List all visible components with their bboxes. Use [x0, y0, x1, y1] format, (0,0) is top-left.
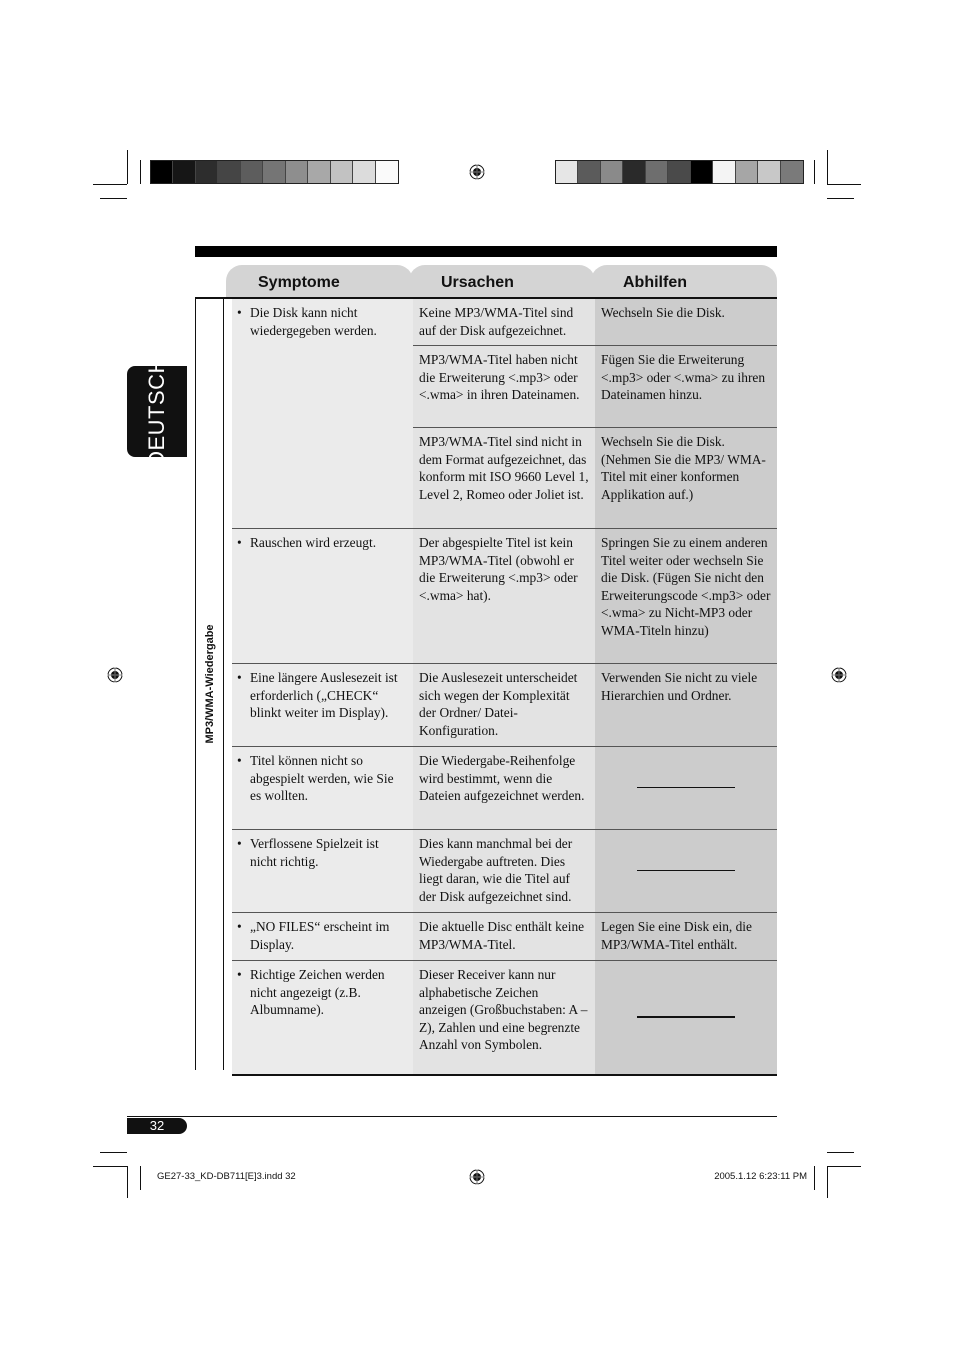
- section-label-box: [195, 298, 224, 1070]
- symptom-cell: [232, 913, 413, 960]
- cause-cell: MP3/WMA-Titel sind nicht in dem Format aufgezeichnet, das konform mit ISO 9660 Level 1, Level 2, Romeo oder Joliet ist.: [413, 428, 595, 528]
- symptom-text: Die Disk kann nicht wiedergegeben werden.: [250, 305, 377, 338]
- troubleshooting-table: [232, 299, 777, 1076]
- crop-mark: [93, 1166, 127, 1167]
- header-remedies: Abhilfen: [591, 265, 777, 298]
- symptom-text: Eine längere Auslesezeit ist erforderlich („CHECK“ blinkt weiter im Display).: [250, 670, 398, 721]
- color-bar-left: [150, 160, 399, 184]
- footer-rule: [127, 1116, 777, 1117]
- cause-remedy-pair: [413, 346, 777, 428]
- remedy-cell: Verwenden Sie nicht zu viele Hierarchien und Ordner.: [595, 664, 777, 746]
- cause-remedy-pair: [413, 664, 777, 746]
- cause-remedy-pair: [413, 747, 777, 829]
- remedy-cell: Wechseln Sie die Disk.: [595, 299, 777, 345]
- cause-cell: Der abgespielte Titel ist kein MP3/WMA-Titel (obwohl er die Erweiterung <.mp3> oder <.wma> hat).: [413, 529, 595, 663]
- cause-remedy-pair: [413, 428, 777, 528]
- symptom-cell: [232, 961, 413, 1074]
- header-symptoms: Symptome: [226, 265, 413, 298]
- table-row: [232, 913, 777, 961]
- footer-timestamp: 2005.1.12 6:23:11 PM: [714, 1171, 807, 1182]
- bullet: •: [237, 919, 242, 934]
- bullet: •: [237, 305, 242, 320]
- cause-cell: Die aktuelle Disc enthält keine MP3/WMA-Titel.: [413, 913, 595, 960]
- crop-mark: [127, 1166, 128, 1198]
- symptom-cell: [232, 664, 413, 746]
- remedy-cell-empty: [595, 961, 777, 1074]
- table-row: [232, 961, 777, 1076]
- crop-mark: [827, 198, 854, 199]
- cause-remedy-pair: [413, 299, 777, 346]
- cause-remedy-pair: [413, 529, 777, 663]
- crop-mark: [140, 1166, 141, 1190]
- cause-cell: MP3/WMA-Titel haben nicht die Erweiterung <.mp3> oder <.wma> in ihren Dateinamen.: [413, 346, 595, 427]
- crop-mark: [140, 160, 141, 184]
- language-tab: [127, 356, 187, 467]
- bullet: •: [237, 967, 242, 982]
- table-row: [232, 830, 777, 913]
- remedy-cell-empty: [595, 830, 777, 912]
- no-remedy-line: [637, 870, 735, 872]
- table-row: [232, 299, 777, 529]
- cause-cell: Die Auslesezeit unterscheidet sich wegen der Komplexität der Ordner/ Datei-Konfiguration.: [413, 664, 595, 746]
- cause-cell: Keine MP3/WMA-Titel sind auf der Disk aufgezeichnet.: [413, 299, 595, 345]
- crop-mark: [100, 1152, 127, 1153]
- header-causes: Ursachen: [409, 265, 595, 298]
- no-remedy-line: [637, 1016, 735, 1018]
- crop-mark: [827, 184, 861, 185]
- crop-mark: [827, 1166, 828, 1198]
- page-number: 32: [127, 1118, 187, 1134]
- remedy-cell-empty: [595, 747, 777, 829]
- cause-cell: Dies kann manchmal bei der Wiedergabe auftreten. Dies liegt daran, wie die Titel auf der Disk aufgezeichnet sind.: [413, 830, 595, 912]
- table-row: [232, 529, 777, 664]
- bullet: •: [237, 670, 242, 685]
- symptom-text: Richtige Zeichen werden nicht angezeigt (z.B. Albumname).: [250, 967, 385, 1018]
- color-bar-right: [555, 160, 804, 184]
- remedy-cell: Springen Sie zu einem anderen Titel weiter oder wechseln Sie die Disk. (Fügen Sie nicht den Erweiterungscode <.mp3> oder <.wma> zu Nicht-MP3 oder WMA-Titeln hinzu): [595, 529, 777, 663]
- crop-mark: [127, 150, 128, 184]
- symptom-cell: [232, 747, 413, 829]
- table-row: [232, 664, 777, 747]
- symptom-cell: [232, 299, 413, 528]
- symptom-cell: [232, 830, 413, 912]
- registration-mark-icon: [469, 164, 485, 180]
- remedy-cell: Wechseln Sie die Disk. (Nehmen Sie die MP3/ WMA-Titel mit einer konformen Applikation auf.): [595, 428, 777, 528]
- cause-cell: Die Wiedergabe-Reihenfolge wird bestimmt, wenn die Dateien aufgezeichnet werden.: [413, 747, 595, 829]
- registration-mark-icon: [831, 667, 847, 683]
- section-label: MP3/WMA-Wiedergabe: [203, 624, 216, 744]
- cause-remedy-pair: [413, 961, 777, 1074]
- symptom-cell: [232, 529, 413, 663]
- symptom-text: Rauschen wird erzeugt.: [250, 535, 377, 550]
- crop-mark: [827, 1166, 861, 1167]
- bullet: •: [237, 836, 242, 851]
- crop-mark: [93, 184, 127, 185]
- symptom-text: Verflossene Spielzeit ist nicht richtig.: [250, 836, 379, 869]
- crop-mark: [827, 1152, 854, 1153]
- symptom-text: „NO FILES“ erscheint im Display.: [250, 919, 390, 952]
- table-top-bar: [195, 246, 777, 257]
- cause-remedy-pair: [413, 913, 777, 960]
- language-tab-label: DEUTSCH: [144, 356, 169, 467]
- crop-mark: [827, 150, 828, 184]
- symptom-text: Titel können nicht so abgespielt werden, wie Sie es wollten.: [250, 753, 394, 804]
- bullet: •: [237, 535, 242, 550]
- cause-cell: Dieser Receiver kann nur alphabetische Zeichen anzeigen (Großbuchstaben: A – Z), Zahlen und eine begrenzte Anzahl von Symbolen.: [413, 961, 595, 1074]
- crop-mark: [814, 1166, 815, 1190]
- crop-mark: [814, 160, 815, 184]
- cause-remedy-pair: [413, 830, 777, 912]
- footer-file-info: GE27-33_KD-DB711[E]3.indd 32: [157, 1171, 296, 1182]
- bullet: •: [237, 753, 242, 768]
- registration-mark-icon: [107, 667, 123, 683]
- crop-mark: [100, 198, 127, 199]
- remedy-cell: Fügen Sie die Erweiterung <.mp3> oder <.wma> zu ihren Dateinamen hinzu.: [595, 346, 777, 427]
- remedy-cell: Legen Sie eine Disk ein, die MP3/WMA-Titel enthält.: [595, 913, 777, 960]
- table-row: [232, 747, 777, 830]
- no-remedy-line: [637, 787, 735, 789]
- registration-mark-icon: [469, 1169, 485, 1185]
